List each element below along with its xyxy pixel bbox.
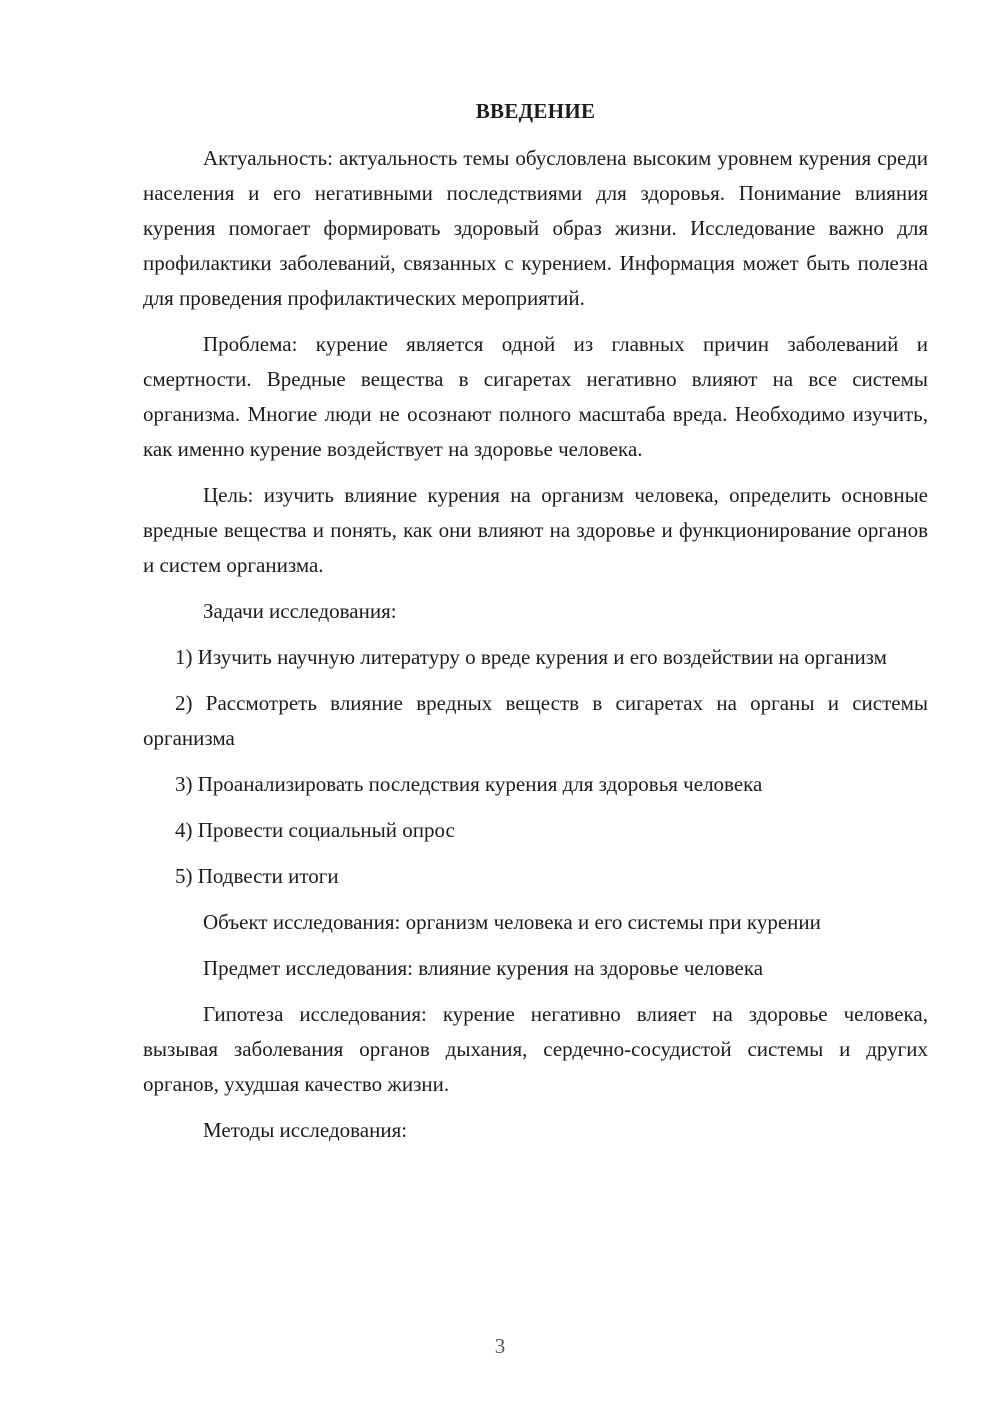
task-item-2: 2) Рассмотреть влияние вредных веществ в сигаретах на органы и системы организма	[143, 691, 928, 750]
tasks-heading: Задачи исследования:	[203, 599, 397, 623]
page-number: 3	[494, 1334, 506, 1358]
paragraph-object: Объект исследования: организм человека и его системы при курении	[203, 910, 821, 934]
paragraph-relevance: Актуальность: актуальность темы обусловлена высоким уровнем курения среди населения и его негативными последствиями для здоровья. Понимание влияния курения помогает формировать здоровый образ жизни. Исследование важно для профилактики заболеваний, связанных с курением. Информация может быть полезна для проведения профилактических мероприятий.	[143, 146, 928, 310]
page-content	[143, 94, 928, 1159]
paragraph-hypothesis: Гипотеза исследования: курение негативно влияет на здоровье человека, вызывая заболевания органов дыхания, сердечно-сосудистой системы и других органов, ухудшая качество жизни.	[143, 1002, 928, 1096]
paragraph-subject: Предмет исследования: влияние курения на здоровье человека	[203, 956, 764, 980]
methods-heading: Методы исследования:	[203, 1118, 408, 1142]
paragraph-goal: Цель: изучить влияние курения на организм человека, определить основные вредные вещества и понять, как они влияют на здоровье и функционирование органов и систем организма.	[143, 483, 928, 577]
paragraph-problem: Проблема: курение является одной из главных причин заболеваний и смертности. Вредные вещества в сигаретах негативно влияют на все системы организма. Многие люди не осознают полного масштаба вреда. Необходимо изучить, как именно курение воздействует на здоровье человека.	[143, 332, 928, 461]
task-item-4: 4) Провести социальный опрос	[175, 818, 455, 842]
task-item-3: 3) Проанализировать последствия курения для здоровья человека	[175, 772, 763, 796]
section-title: ВВЕДЕНИЕ	[475, 99, 596, 123]
task-item-5: 5) Подвести итоги	[175, 864, 339, 888]
task-item-1: 1) Изучить научную литературу о вреде курения и его воздействии на организм	[175, 645, 887, 669]
